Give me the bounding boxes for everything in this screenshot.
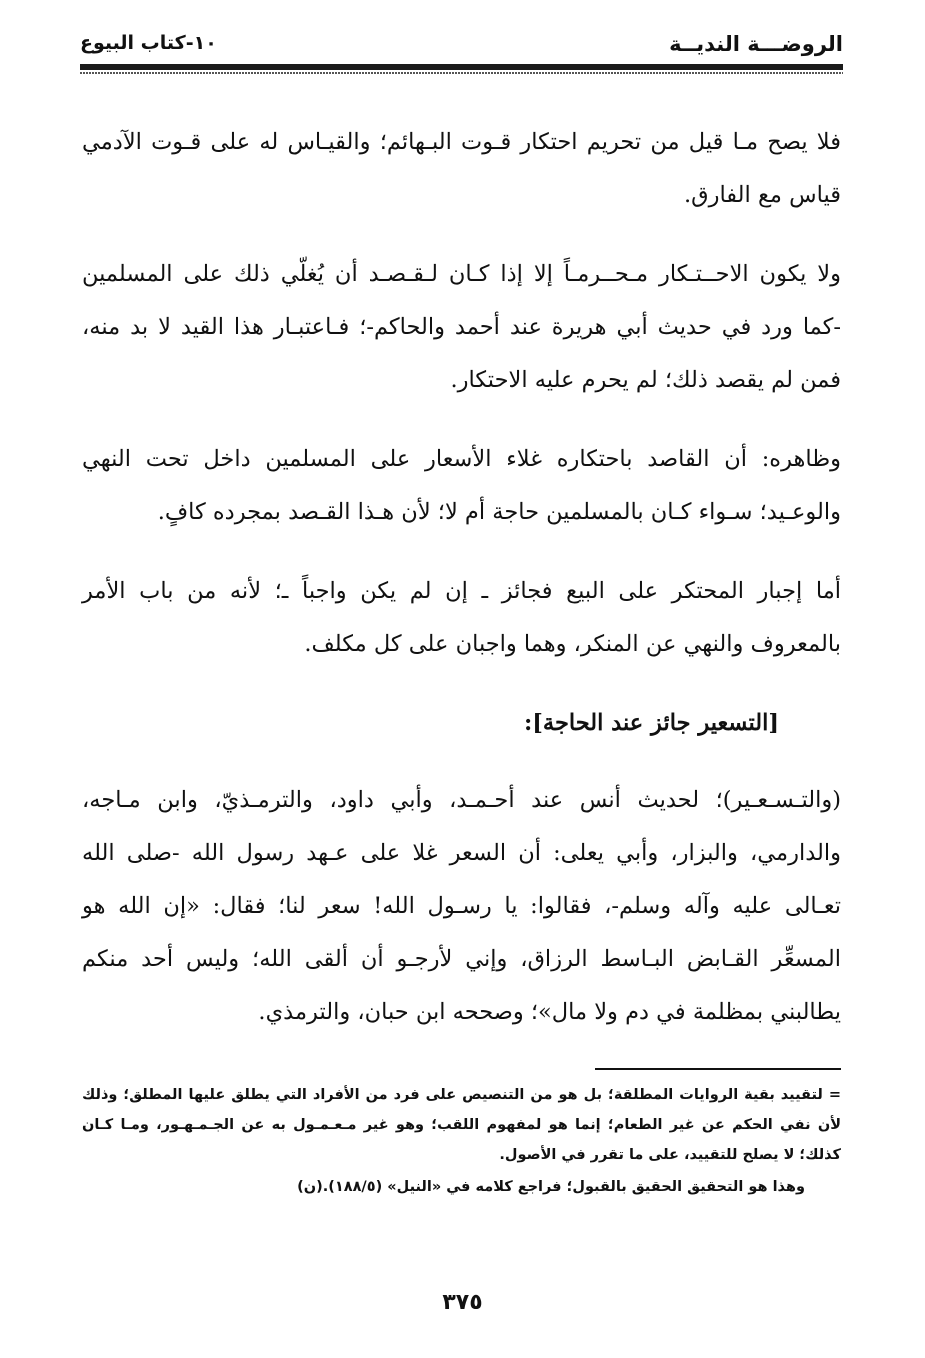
paragraph-2: ولا يكون الاحــتـكار مـحــرمـاً إلا إذا كـان لـقـصـد أن يُغلّي ذلك على المسلمين -كما ورد في حديث أبي هريرة عند أحمد والحاكم-؛ فـاعتبـار هذا القيد لا بد منه، فمن لم يقصد ذلك؛ لم يحرم عليه الاحتكار. — [82, 261, 841, 393]
page-number: ٣٧٥ — [442, 1290, 483, 1315]
running-header — [80, 28, 843, 64]
footnote-2: وهذا هو التحقيق الحقيق بالقبول؛ فراجع كلامه في «النيل» (١٨٨/٥).(ن) — [297, 1179, 805, 1195]
footnote-separator — [595, 1068, 841, 1070]
section-heading: [التسعير جائز عند الحاجة]: — [523, 710, 779, 736]
paragraph-4: أما إجبار المحتكر على البيع فجائز ـ إن لم يكن واجباً ـ؛ لأنه من باب الأمر بالمعروف والنهي عن المنكر، وهما واجبان على كل مكلف. — [82, 578, 841, 657]
book-title: الروضـــة النديــة — [669, 32, 843, 56]
header-rule — [80, 64, 843, 70]
paragraph-1: فلا يصح مـا قيل من تحريم احتكار قـوت البـهائم؛ والقيـاس له على قـوت الآدمي قياس مع الفارق. — [82, 129, 841, 208]
header-rule-dotted — [80, 72, 843, 74]
main-text — [82, 116, 841, 1065]
footnotes — [82, 1080, 841, 1202]
paragraph-5: (والتـسـعـير)؛ لحديث أنس عند أحـمـد، وأبي داود، والترمـذيّ، وابن مـاجه، والدارمي، والبزار، وأبي يعلى: أن السعر غلا على عـهد رسول الله -صلى الله تعـالى عليه وآله وسلم-، فقالوا: يا رسـول الله! سعر لنا؛ فقال: «إن الله هو المسعِّر القـابض البـاسط الرزاق، وإني لأرجـو أن ألقى الله؛ وليس أحد منكم يطالبني بمظلمة في دم ولا مال»؛ وصححه ابن حبان، والترمذي. — [82, 787, 841, 1025]
chapter-title: ١٠-كتاب البيوع — [80, 32, 217, 54]
paragraph-3: وظاهره: أن القاصد باحتكاره غلاء الأسعار على المسلمين داخل تحت النهي والوعـيد؛ سـواء كـان بالمسلمين حاجة أم لا؛ لأن هـذا القـصد بمجرده كافٍ. — [82, 446, 841, 525]
footnote-1: = لتقييد بقية الروايات المطلقة؛ بل هو من التنصيص على فرد من الأفراد التي يطلق عليها المطلق؛ وذلك لأن نفي الحكم عن غير الطعام؛ إنما هو لمفهوم اللقب؛ وهو غير مـعـمـول به عن الجـمـهـور، ومـا كـان كذلك؛ لا يصلح للتقييد، على ما تقرر في الأصول. — [82, 1087, 841, 1163]
